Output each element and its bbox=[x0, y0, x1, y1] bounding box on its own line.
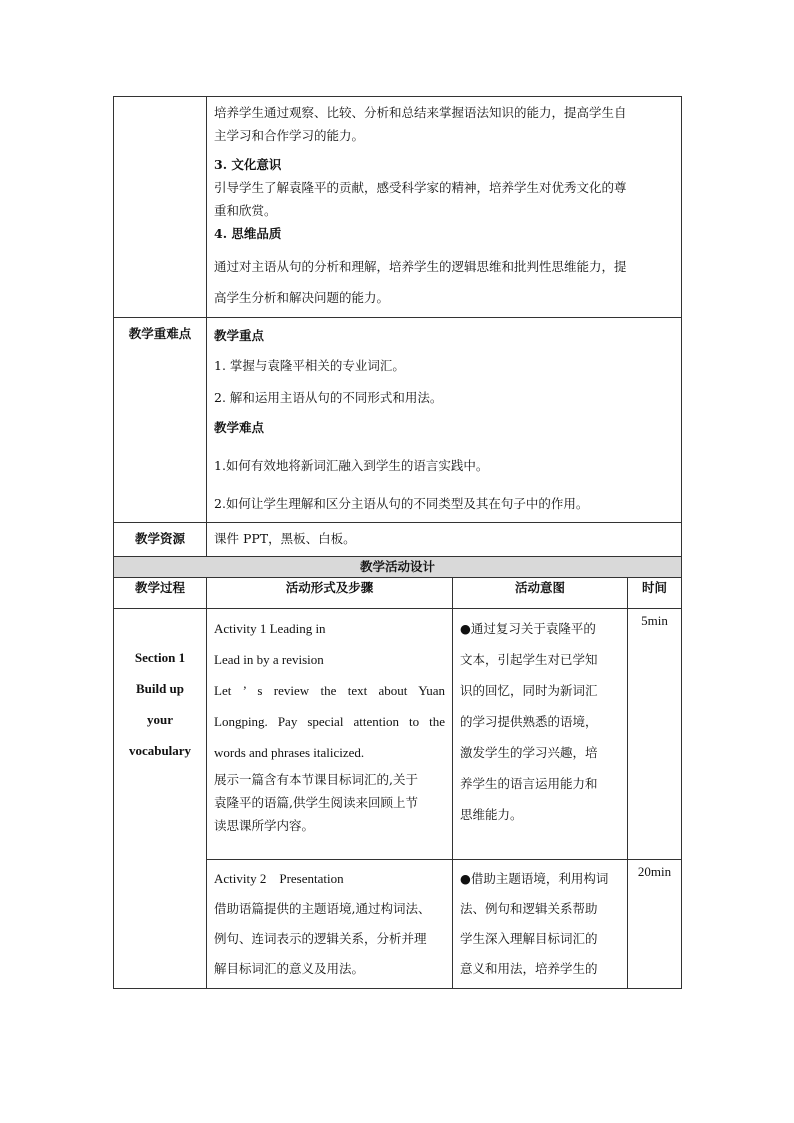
step-line: 袁隆平的语篇,供学生阅读来回顾上节 bbox=[214, 795, 418, 810]
lesson-plan-table bbox=[113, 96, 682, 989]
activity-design-band bbox=[114, 557, 682, 578]
key-points-label: 教学重难点 bbox=[114, 318, 207, 523]
intent-line: 意义和用法，培养学生的 bbox=[460, 961, 598, 976]
activity-design-title: 教学活动设计 bbox=[114, 557, 682, 578]
section-label bbox=[114, 609, 207, 989]
key-points-row bbox=[114, 318, 682, 523]
activity-header-row bbox=[114, 578, 682, 609]
activity-row bbox=[114, 609, 682, 860]
header-intent: 活动意图 bbox=[453, 578, 628, 609]
thinking-text: 高学生分析和解决问题的能力。 bbox=[214, 290, 390, 305]
difficulty-item: 1.如何有效地将新词汇融入到学生的语言实践中。 bbox=[214, 458, 489, 473]
step-line: 借助语篇提供的主题语境,通过构词法、 bbox=[214, 901, 431, 916]
intent-line: 思维能力。 bbox=[460, 807, 523, 822]
section-line: vocabulary bbox=[128, 742, 192, 758]
key-points-content bbox=[207, 318, 682, 523]
culture-text: 引导学生了解袁隆平的贡献，感受科学家的精神，培养学生对优秀文化的尊 bbox=[214, 180, 627, 195]
step-line: Activity 2 Presentation bbox=[214, 871, 344, 886]
difficulty-title: 教学难点 bbox=[214, 420, 265, 435]
section-line: your bbox=[147, 711, 173, 727]
step-line: 读思课所学内容。 bbox=[214, 818, 315, 833]
step-line: 解目标词汇的意义及用法。 bbox=[214, 961, 365, 976]
intent-line: 法、例句和逻辑关系帮助 bbox=[460, 901, 598, 916]
goals-line: 主学习和合作学习的能力。 bbox=[214, 128, 365, 143]
goals-label-cell bbox=[114, 97, 207, 318]
resources-value: 课件 PPT，黑板、白板。 bbox=[207, 523, 682, 557]
thinking-heading: 4. 思维品质 bbox=[214, 226, 282, 241]
activity-intent bbox=[453, 860, 628, 989]
focus-title: 教学重点 bbox=[214, 328, 265, 343]
intent-line: 的学习提供熟悉的语境， bbox=[460, 714, 598, 729]
culture-heading: 3. 文化意识 bbox=[214, 157, 282, 172]
activity-time: 20min bbox=[628, 860, 682, 989]
culture-text: 重和欣赏。 bbox=[214, 203, 277, 218]
activity-intent bbox=[453, 609, 628, 860]
header-time: 时间 bbox=[628, 578, 682, 609]
step-line: Activity 1 Leading in bbox=[214, 621, 326, 636]
resources-row bbox=[114, 523, 682, 557]
activity-time: 5min bbox=[628, 609, 682, 860]
intent-line: 养学生的语言运用能力和 bbox=[460, 776, 598, 791]
goals-content bbox=[207, 97, 682, 318]
step-line: Longping. Pay special attention to the bbox=[214, 714, 445, 729]
step-line: Lead in by a revision bbox=[214, 652, 324, 667]
step-line: 展示一篇含有本节课目标词汇的,关于 bbox=[214, 772, 418, 787]
difficulty-item: 2.如何让学生理解和区分主语从句的不同类型及其在句子中的作用。 bbox=[214, 496, 589, 511]
section-line: Section 1 bbox=[134, 649, 186, 665]
step-line: Let ’ s review the text about Yuan bbox=[214, 683, 445, 698]
goals-line: 培养学生通过观察、比较、分析和总结来掌握语法知识的能力，提高学生自 bbox=[214, 105, 627, 120]
intent-line: ●借助主题语境，利用构词 bbox=[460, 871, 609, 886]
focus-item: 1. 掌握与袁隆平相关的专业词汇。 bbox=[214, 358, 405, 373]
intent-line: 文本，引起学生对已学知 bbox=[460, 652, 598, 667]
header-process: 教学过程 bbox=[114, 578, 207, 609]
section-line: Build up bbox=[135, 680, 185, 696]
thinking-text: 通过对主语从句的分析和理解，培养学生的逻辑思维和批判性思维能力，提 bbox=[214, 259, 627, 274]
activity-steps bbox=[207, 860, 453, 989]
focus-item: 2. 解和运用主语从句的不同形式和用法。 bbox=[214, 390, 443, 405]
intent-line: 激发学生的学习兴趣，培 bbox=[460, 745, 598, 760]
intent-line: 学生深入理解目标词汇的 bbox=[460, 931, 598, 946]
activity-steps bbox=[207, 609, 453, 860]
resources-label: 教学资源 bbox=[114, 523, 207, 557]
step-line: 例句、连词表示的逻辑关系，分析并理 bbox=[214, 931, 427, 946]
intent-line: ●通过复习关于袁隆平的 bbox=[460, 621, 596, 636]
goals-row bbox=[114, 97, 682, 318]
header-steps: 活动形式及步骤 bbox=[207, 578, 453, 609]
step-line: words and phrases italicized. bbox=[214, 745, 365, 760]
intent-line: 识的回忆，同时为新词汇 bbox=[460, 683, 598, 698]
